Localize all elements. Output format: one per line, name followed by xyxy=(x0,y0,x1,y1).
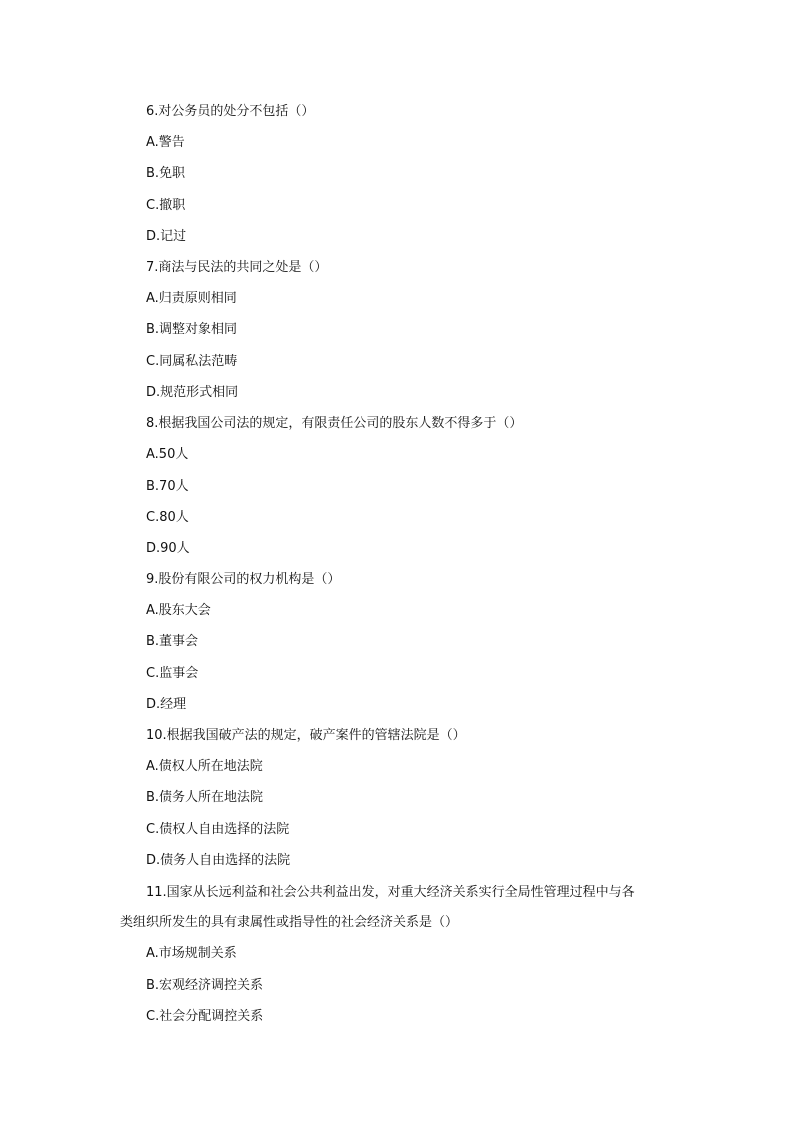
question-11-line-2: 类组织所发生的具有隶属性或指导性的社会经济关系是（） xyxy=(120,915,459,930)
option-9a: A.股东大会 xyxy=(146,603,211,618)
option-11a: A.市场规制关系 xyxy=(146,946,237,961)
option-8b: B.70人 xyxy=(146,479,189,494)
question-10: 10.根据我国破产法的规定，破产案件的管辖法院是（） xyxy=(146,728,466,743)
option-6d: D.记过 xyxy=(146,229,187,244)
option-8c: C.80人 xyxy=(146,510,189,525)
option-6b: B.免职 xyxy=(146,166,186,181)
option-6a: A.警告 xyxy=(146,135,185,150)
option-11b: B.宏观经济调控关系 xyxy=(146,978,264,993)
option-10c: C.债权人自由选择的法院 xyxy=(146,822,290,837)
option-7d: D.规范形式相同 xyxy=(146,385,239,400)
option-10b: B.债务人所在地法院 xyxy=(146,790,264,805)
option-8d: D.90人 xyxy=(146,541,190,556)
option-8a: A.50人 xyxy=(146,447,189,462)
option-11c: C.社会分配调控关系 xyxy=(146,1009,264,1024)
question-11-line-1: 11.国家从长远利益和社会公共利益出发，对重大经济关系实行全局性管理过程中与各 xyxy=(146,885,635,900)
option-9d: D.经理 xyxy=(146,697,187,712)
question-8: 8.根据我国公司法的规定，有限责任公司的股东人数不得多于（） xyxy=(146,416,523,431)
option-7a: A.归责原则相同 xyxy=(146,291,237,306)
option-10d: D.债务人自由选择的法院 xyxy=(146,853,291,868)
question-6: 6.对公务员的处分不包括（） xyxy=(146,104,315,119)
option-7b: B.调整对象相同 xyxy=(146,322,238,337)
option-9b: B.董事会 xyxy=(146,634,199,649)
question-9: 9.股份有限公司的权力机构是（） xyxy=(146,572,341,587)
question-7: 7.商法与民法的共同之处是（） xyxy=(146,260,328,275)
option-7c: C.同属私法范畴 xyxy=(146,354,238,369)
option-9c: C.监事会 xyxy=(146,666,199,681)
option-6c: C.撤职 xyxy=(146,198,186,213)
option-10a: A.债权人所在地法院 xyxy=(146,759,263,774)
